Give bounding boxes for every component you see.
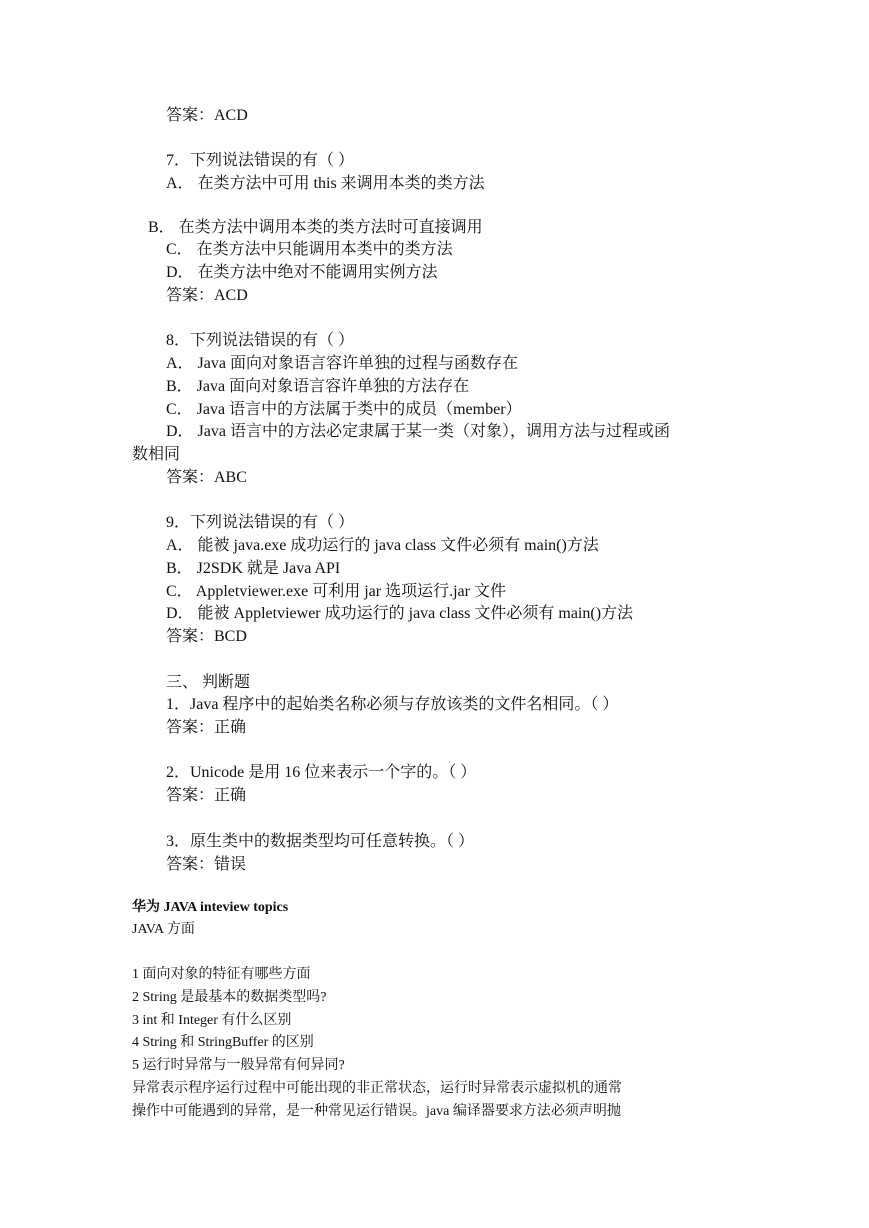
q7-option-d: D． 在类方法中绝对不能调用实例方法 — [166, 264, 438, 281]
q8-option-d: D． Java 语言中的方法必定隶属于某一类（对象），调用方法与过程或函 — [166, 423, 670, 440]
java-aspect-heading: JAVA 方面 — [132, 922, 195, 937]
question-7: 7．下列说法错误的有（ ） — [166, 152, 355, 169]
judgement-2: 2．Unicode 是用 16 位来表示一个字的。（ ） — [166, 764, 477, 781]
q8-option-a: A． Java 面向对象语言容许单独的过程与函数存在 — [166, 355, 518, 372]
q9-option-a: A． 能被 java.exe 成功运行的 java class 文件必须有 main()方法 — [166, 537, 599, 554]
judgement-1: 1．Java 程序中的起始类名称必须与存放该类的文件名相同。（ ） — [166, 696, 619, 713]
q9-answer: 答案：BCD — [166, 628, 247, 645]
line-answer-6: 答案：ACD — [166, 107, 248, 124]
huawei-topics-title: 华为 JAVA inteview topics — [132, 900, 289, 915]
q8-option-b: B． Java 面向对象语言容许单独的方法存在 — [166, 378, 470, 395]
q9-option-b: B． J2SDK 就是 Java API — [166, 560, 341, 577]
topic-3: 3 int 和 Integer 有什么区别 — [132, 1013, 292, 1028]
q9-option-c: C． Appletviewer.exe 可利用 jar 选项运行.jar 文件 — [166, 583, 506, 600]
q8-option-c: C． Java 语言中的方法属于类中的成员（member） — [166, 401, 522, 418]
judgement-1-answer: 答案：正确 — [166, 719, 247, 736]
judgement-2-answer: 答案：正确 — [166, 787, 247, 804]
paragraph-line-2: 操作中可能遇到的异常，是一种常见运行错误。java 编译器要求方法必须声明抛 — [132, 1104, 621, 1119]
question-8: 8．下列说法错误的有（ ） — [166, 332, 355, 349]
judgement-3-answer: 答案：错误 — [166, 856, 247, 873]
q7-option-a: A． 在类方法中可用 this 来调用本类的类方法 — [166, 175, 485, 192]
q8-answer: 答案：ABC — [166, 469, 247, 486]
section-heading-judgement: 三、 判断题 — [166, 674, 251, 691]
topic-2: 2 String 是最基本的数据类型吗? — [132, 990, 327, 1005]
topic-5: 5 运行时异常与一般异常有何异同? — [132, 1058, 345, 1073]
topic-4: 4 String 和 StringBuffer 的区别 — [132, 1035, 314, 1050]
judgement-3: 3．原生类中的数据类型均可任意转换。（ ） — [166, 833, 475, 850]
topic-1: 1 面向对象的特征有哪些方面 — [132, 967, 311, 982]
q8-option-d-continued: 数相同 — [132, 446, 181, 463]
q7-answer: 答案：ACD — [166, 287, 248, 304]
question-9: 9．下列说法错误的有（ ） — [166, 514, 355, 531]
q9-option-d: D． 能被 Appletviewer 成功运行的 java class 文件必须有 main()方法 — [166, 605, 634, 622]
q7-option-b: B． 在类方法中调用本类的类方法时可直接调用 — [148, 219, 483, 236]
q7-option-c: C． 在类方法中只能调用本类中的类方法 — [166, 241, 453, 258]
paragraph-line-1: 异常表示程序运行过程中可能出现的非正常状态，运行时异常表示虚拟机的通常 — [132, 1081, 622, 1096]
